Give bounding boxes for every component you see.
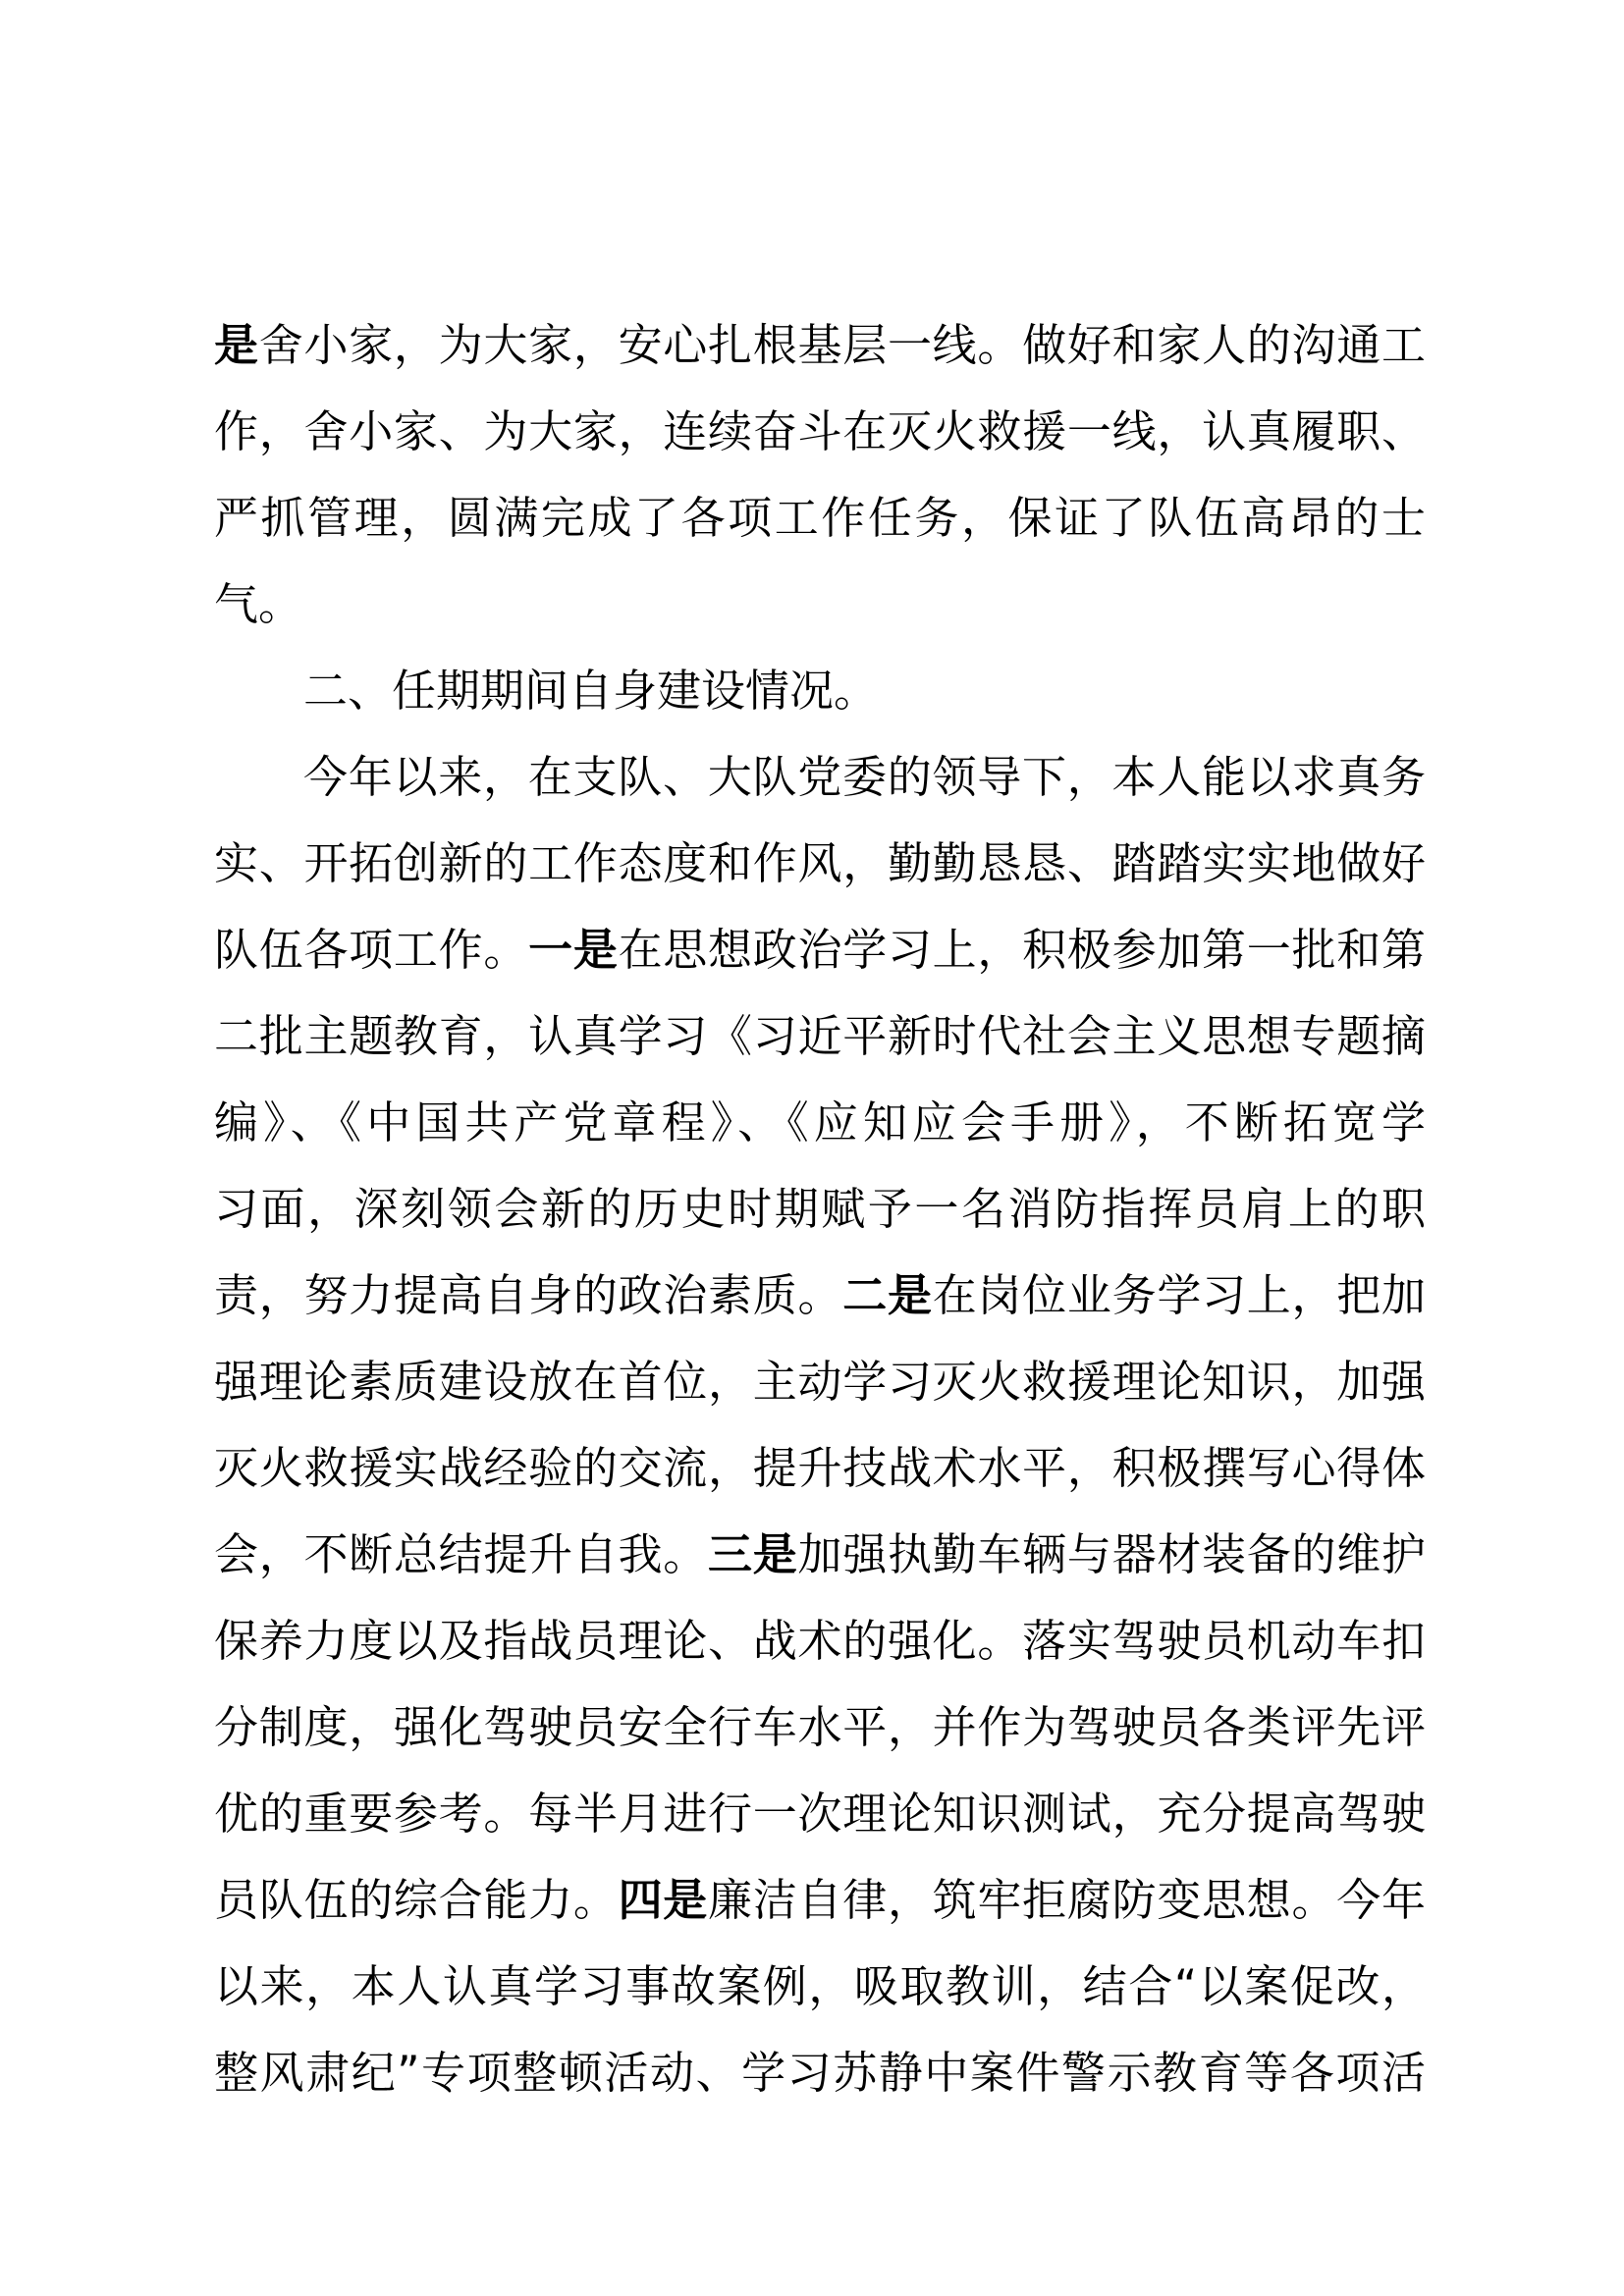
text-segment: 严抓管理，圆满完成了各项工作任务，保证了队伍高昂的士 [214,492,1426,544]
text-line [214,475,1426,561]
text-segment: 舍小家，为大家，安心扎根基层一线。做好和家人的沟通工 [258,319,1426,371]
text-segment: 员队伍的综合能力。 [214,1874,619,1926]
text-segment: 以来，本人认真学习事故案例，吸取教训，结合“以案促改， [214,1960,1426,2012]
text-line [214,1339,1426,1425]
text-segment: 习面，深刻领会新的历史时期赋予一名消防指挥员肩上的职 [214,1183,1426,1235]
text-line [214,2030,1426,2116]
text-line [214,907,1426,993]
text-line [214,648,1426,734]
bold-lead-phrase: 三是 [708,1528,798,1580]
text-segment: 优的重要参考。每半月进行一次理论知识测试，充分提高驾驶 [214,1788,1426,1840]
text-segment: 气。 [214,578,303,630]
text-segment: 今年以来，在支队、大队党委的领导下，本人能以求真务 [303,751,1426,803]
text-segment: 灭火救援实战经验的交流，提升技战术水平，积极撰写心得体 [214,1442,1426,1494]
text-line [214,302,1426,389]
text-line [214,561,1426,648]
text-segment: 二批主题教育，认真学习《习近平新时代社会主义思想专题摘 [214,1010,1426,1062]
text-segment: 在思想政治学习上，积极参加第一批和第 [618,924,1426,976]
text-segment: 分制度，强化驾驶员安全行车水平，并作为驾驶员各类评先评 [214,1701,1426,1753]
text-line [214,1857,1426,1944]
bold-lead-phrase: 四是 [618,1874,709,1926]
text-segment: 编》、《中国共产党章程》、《应知应会手册》，不断拓宽学 [214,1096,1426,1148]
text-line [214,993,1426,1080]
text-line [214,1598,1426,1684]
text-line [214,821,1426,907]
text-segment: 责，努力提高自身的政治素质。 [214,1269,843,1321]
text-segment: 会，不断总结提升自我。 [214,1528,709,1580]
text-line [214,1684,1426,1771]
text-line [214,1425,1426,1512]
document-body [214,302,1426,2116]
text-segment: 整风肃纪”专项整顿活动、学习苏静中案件警示教育等各项活 [214,2047,1426,2099]
text-segment: 队伍各项工作。 [214,924,529,976]
text-segment: 廉洁自律，筑牢拒腐防变思想。今年 [708,1874,1426,1926]
text-line [214,1944,1426,2030]
text-line [214,1253,1426,1339]
text-segment: 作，舍小家、为大家，连续奋斗在灭火救援一线，认真履职、 [214,405,1426,457]
text-segment: 强理论素质建设放在首位，主动学习灭火救援理论知识，加强 [214,1356,1426,1408]
text-line [214,389,1426,475]
bold-lead-phrase: 二是 [842,1269,933,1321]
text-line [214,1080,1426,1166]
text-line [214,734,1426,821]
bold-lead-phrase: 一是 [528,924,619,976]
text-line [214,1166,1426,1253]
text-segment: 实、开拓创新的工作态度和作风，勤勤恳恳、踏踏实实地做好 [214,837,1426,889]
text-line [214,1512,1426,1598]
text-segment: 加强执勤车辆与器材装备的维护 [797,1528,1426,1580]
bold-lead-phrase: 是 [214,319,259,371]
text-line [214,1771,1426,1857]
text-segment: 保养力度以及指战员理论、战术的强化。落实驾驶员机动车扣 [214,1615,1426,1667]
text-segment: 在岗位业务学习上，把加 [932,1269,1426,1321]
text-segment: 二、任期期间自身建设情况。 [303,665,879,717]
